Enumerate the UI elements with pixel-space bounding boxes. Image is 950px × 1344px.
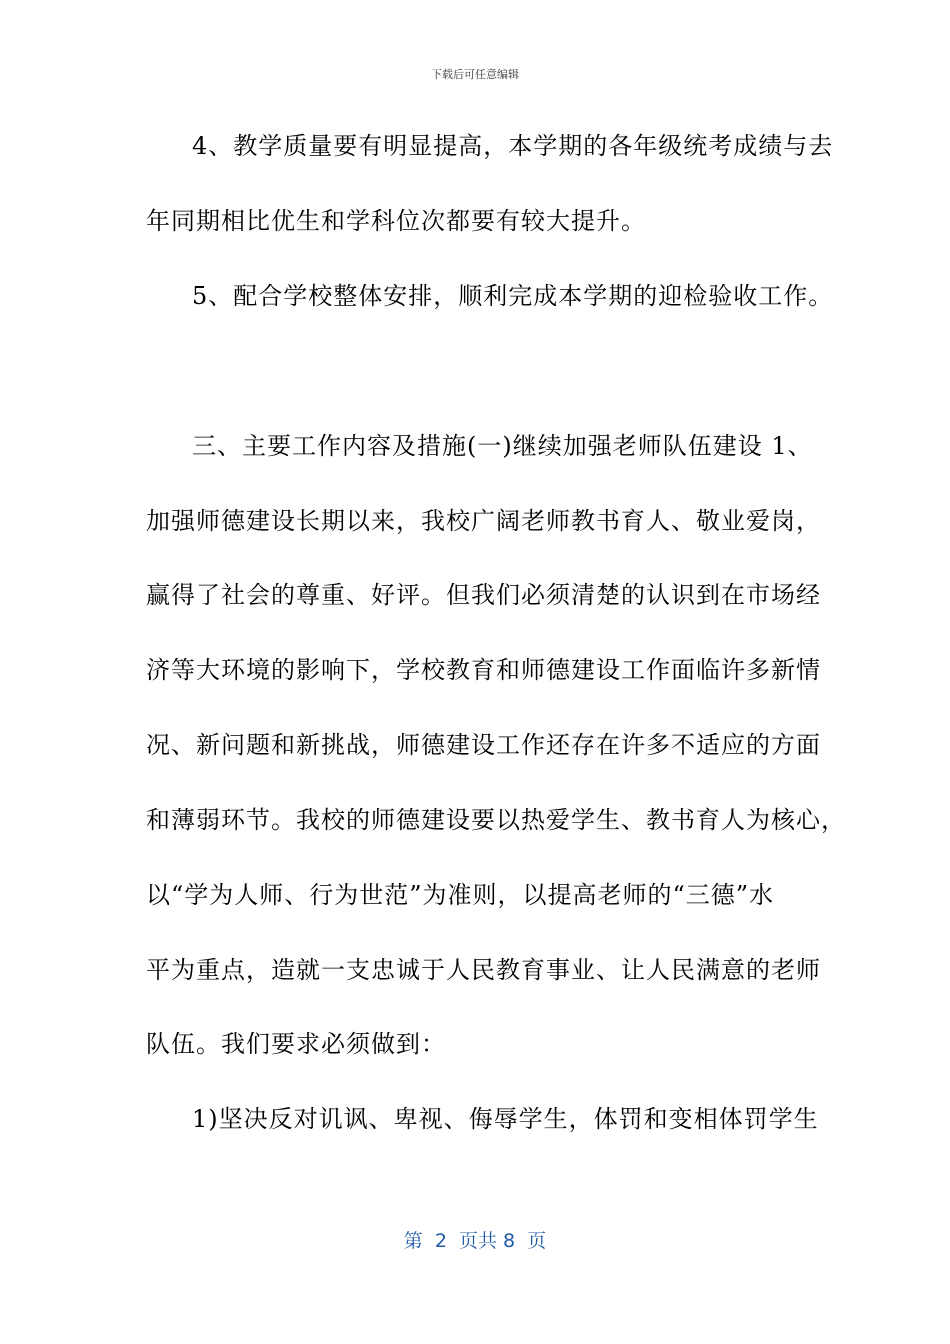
paragraph-line: 队伍。我们要求必须做到： xyxy=(146,1030,446,1058)
paragraph-line: 1)坚决反对讥讽、卑视、侮辱学生，体罚和变相体罚学生 xyxy=(192,1105,819,1133)
paragraph-line: 平为重点，造就一支忠诚于人民教育事业、让人民满意的老师 xyxy=(146,956,821,984)
paragraph-line: 5、配合学校整体安排，顺利完成本学期的迎检验收工作。 xyxy=(192,282,834,310)
paragraph-line: 年同期相比优生和学科位次都要有较大提升。 xyxy=(146,207,646,235)
paragraph-line: 加强师德建设长期以来，我校广阔老师教书育人、敬业爱岗， xyxy=(146,507,821,535)
paragraph-line: 赢得了社会的尊重、好评。但我们必须清楚的认识到在市场经 xyxy=(146,581,821,609)
page-number-footer: 第 2 页共 8 页 xyxy=(403,1230,547,1252)
paragraph-line: 以“学为人师、行为世范”为准则，以提高老师的“三德”水 xyxy=(146,881,775,909)
paragraph-line: 和薄弱环节。我校的师德建设要以热爱学生、教书育人为核心， xyxy=(146,806,846,834)
section-heading-line: 三、主要工作内容及措施(一)继续加强老师队伍建设 1、 xyxy=(192,432,813,460)
paragraph-line: 况、新问题和新挑战，师德建设工作还存在许多不适应的方面 xyxy=(146,731,821,759)
header-note: 下载后可任意编辑 xyxy=(431,68,519,81)
paragraph-line: 4、教学质量要有明显提高，本学期的各年级统考成绩与去 xyxy=(192,132,834,160)
paragraph-line: 济等大环境的影响下，学校教育和师德建设工作面临许多新情 xyxy=(146,656,821,684)
